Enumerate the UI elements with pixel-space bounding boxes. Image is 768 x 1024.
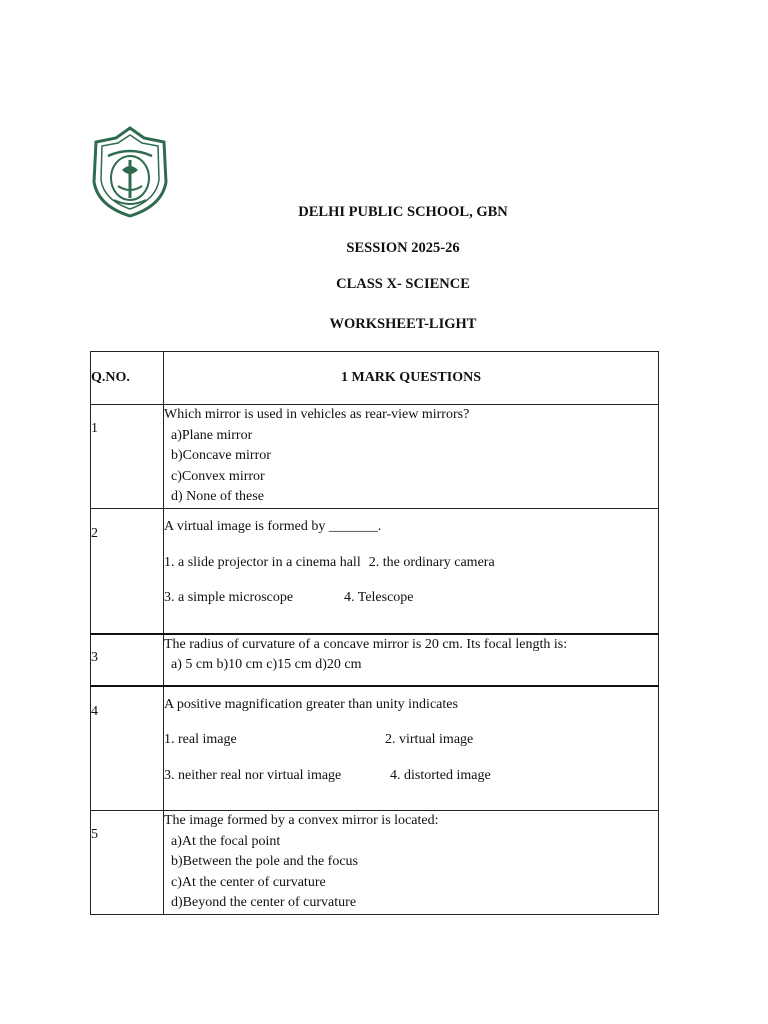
option-a: a)Plane mirror (171, 427, 253, 443)
question-text: A positive magnification greater than unity indicates (164, 696, 458, 712)
question-cell (164, 509, 659, 634)
question-number (91, 405, 164, 509)
question-row-1 (91, 405, 659, 509)
question-row-5 (91, 811, 659, 915)
option-4: 4. distorted image (390, 767, 491, 783)
option-2: 2. the ordinary camera (368, 554, 495, 570)
question-cell (164, 405, 659, 509)
question-row-4 (91, 686, 659, 811)
question-number-text: 4 (91, 703, 98, 719)
option-4: 4. Telescope (344, 590, 414, 605)
option-b: b)Between the pole and the focus (171, 854, 358, 869)
question-text: Which mirror is used in vehicles as rear-view mirrors? (164, 407, 470, 422)
question-text: The image formed by a convex mirror is located: (164, 813, 439, 828)
option-d: d) None of these (171, 489, 264, 504)
options-row-2 (164, 580, 658, 616)
question-number-text: 2 (91, 526, 98, 541)
question-row-2 (91, 509, 659, 634)
table-header-row (91, 352, 659, 405)
option-2: 2. virtual image (385, 732, 474, 747)
class-title: CLASS X- SCIENCE (336, 276, 470, 292)
question-number (91, 634, 164, 686)
option-3: 3. neither real nor virtual image (164, 767, 342, 783)
question-number-text: 3 (91, 649, 98, 665)
question-number-text: 5 (91, 827, 98, 842)
question-cell (164, 634, 659, 686)
worksheet-title: WORKSHEET-LIGHT (329, 316, 477, 332)
school-crest-icon (92, 126, 168, 218)
question-row-3 (91, 634, 659, 686)
question-number (91, 509, 164, 634)
question-text: A virtual image is formed by _______. (164, 519, 382, 534)
option-c: c)Convex mirror (171, 468, 265, 484)
option-d: d)Beyond the center of curvature (171, 895, 357, 910)
question-number (91, 811, 164, 915)
question-text: The radius of curvature of a concave mirror is 20 cm. Its focal length is: (164, 636, 568, 652)
options-row-1 (164, 545, 658, 581)
school-name: DELHI PUBLIC SCHOOL, GBN (298, 204, 508, 220)
option-b: b)Concave mirror (171, 448, 271, 463)
question-cell (164, 686, 659, 811)
option-1: 1. real image (164, 732, 237, 747)
session-title: SESSION 2025-26 (346, 240, 460, 256)
option-a: a)At the focal point (171, 833, 281, 849)
option-1: 1. a slide projector in a cinema hall (164, 554, 361, 570)
question-number-text: 1 (91, 421, 98, 436)
option-c: c)At the center of curvature (171, 874, 326, 890)
qno-header: Q.NO. (91, 352, 164, 405)
questions-table (90, 351, 659, 915)
options-line: a) 5 cm b)10 cm c)15 cm d)20 cm (171, 657, 362, 672)
question-cell (164, 811, 659, 915)
options-row-1 (164, 722, 658, 758)
question-number (91, 686, 164, 811)
option-3: 3. a simple microscope (164, 590, 294, 605)
questions-header: 1 MARK QUESTIONS (164, 352, 659, 405)
options-row-2 (164, 758, 658, 794)
